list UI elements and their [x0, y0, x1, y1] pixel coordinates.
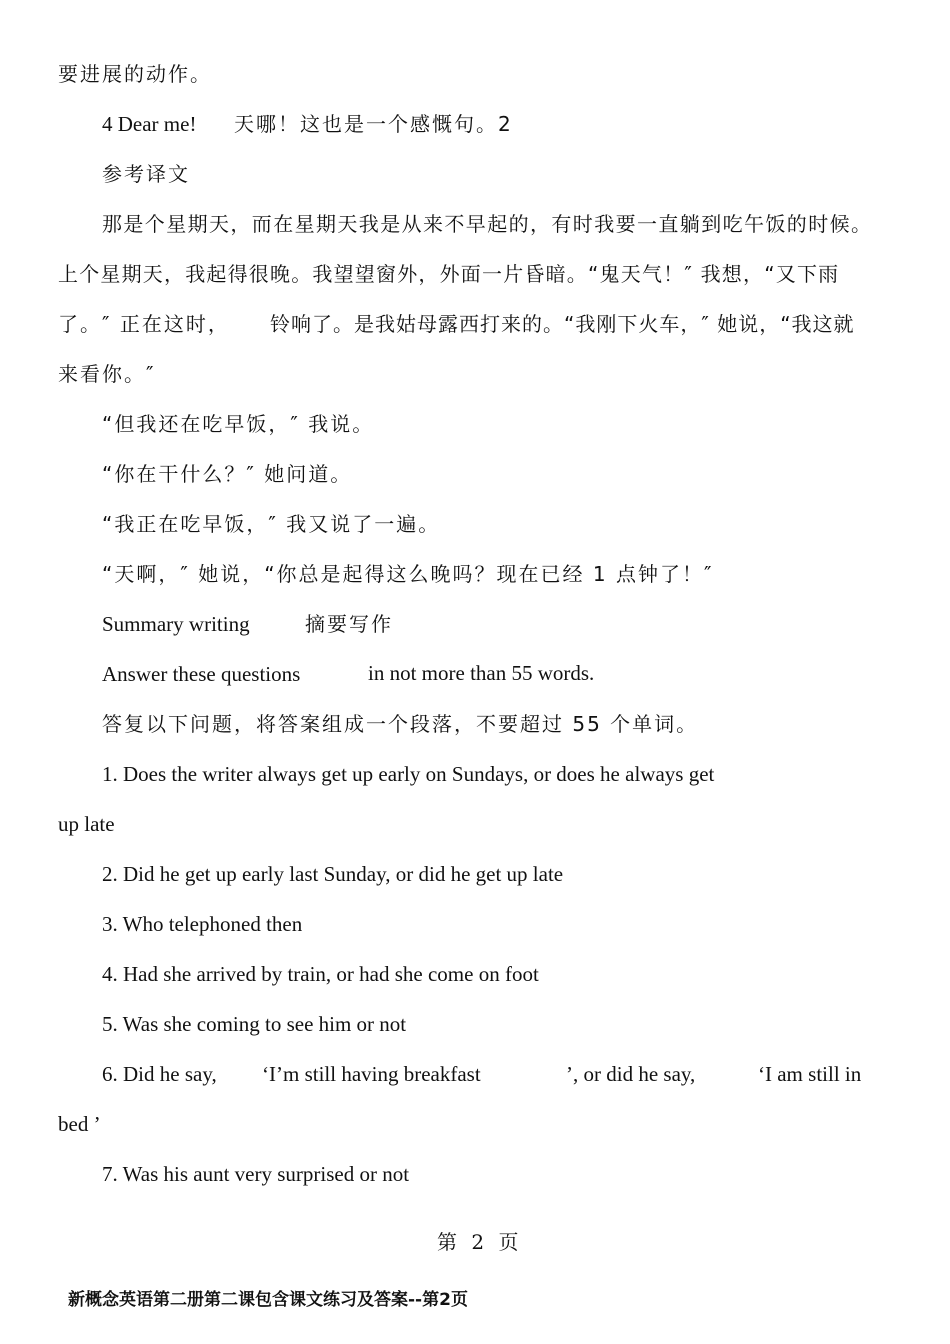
question-line: ‘I’m still having breakfast: [262, 1062, 481, 1086]
question-line: bed ’: [58, 1112, 101, 1136]
question-line: 3. Who telephoned then: [102, 912, 303, 936]
text-line: “但我还在吃早饭，″ 我说。: [102, 412, 375, 436]
question-line: 6. Did he say,: [102, 1062, 217, 1086]
text-line: 那是个星期天，而在星期天我是从来不早起的，有时我要一直躺到吃午饭的时候。: [102, 212, 873, 236]
document-title-footer: 新概念英语第二册第二课包含课文练习及答案--第2页: [68, 1290, 468, 1310]
question-line: up late: [58, 812, 115, 836]
question-line: 5. Was she coming to see him or not: [102, 1012, 407, 1036]
question-line: 2. Did he get up early last Sunday, or did he get up late: [102, 862, 564, 886]
text-line: “我正在吃早饭，″ 我又说了一遍。: [102, 512, 441, 536]
question-line: 7. Was his aunt very surprised or not: [102, 1162, 410, 1186]
text-line: 来看你。″: [58, 362, 156, 386]
question-line: ‘I am still in: [758, 1062, 862, 1086]
question-line: 1. Does the writer always get up early on Sundays, or does he always get: [102, 762, 715, 786]
text-line: 上个星期天，我起得很晚。我望望窗外，外面一片昏暗。“鬼天气！″ 我想，“又下雨: [58, 262, 840, 286]
text-line: Answer these questions: [102, 662, 301, 686]
text-line: 4 Dear me!: [102, 112, 197, 136]
text-line: 要进展的动作。: [58, 62, 212, 86]
section-heading: 参考译文: [102, 162, 190, 186]
text-line: in not more than 55 words.: [368, 661, 595, 685]
section-heading: 摘要写作: [305, 612, 393, 636]
text-line: 铃响了。是我姑母露西打来的。“我刚下火车，″ 她说，“我这就: [270, 312, 855, 336]
text-line: “你在干什么？″ 她问道。: [102, 462, 353, 486]
section-heading: Summary writing: [102, 612, 250, 636]
text-line: “天啊，″ 她说，“你总是起得这么晚吗？现在已经 1 点钟了！″: [102, 562, 714, 586]
text-line: 天哪！这也是一个感慨句。2: [234, 112, 513, 136]
question-line: ’, or did he say,: [566, 1062, 696, 1086]
text-line: 答复以下问题，将答案组成一个段落，不要超过 55 个单词。: [102, 712, 699, 736]
question-line: 4. Had she arrived by train, or had she come on foot: [102, 962, 539, 986]
page-number: 第 2 页: [437, 1230, 523, 1254]
text-line: 了。″ 正在这时，: [58, 312, 230, 336]
